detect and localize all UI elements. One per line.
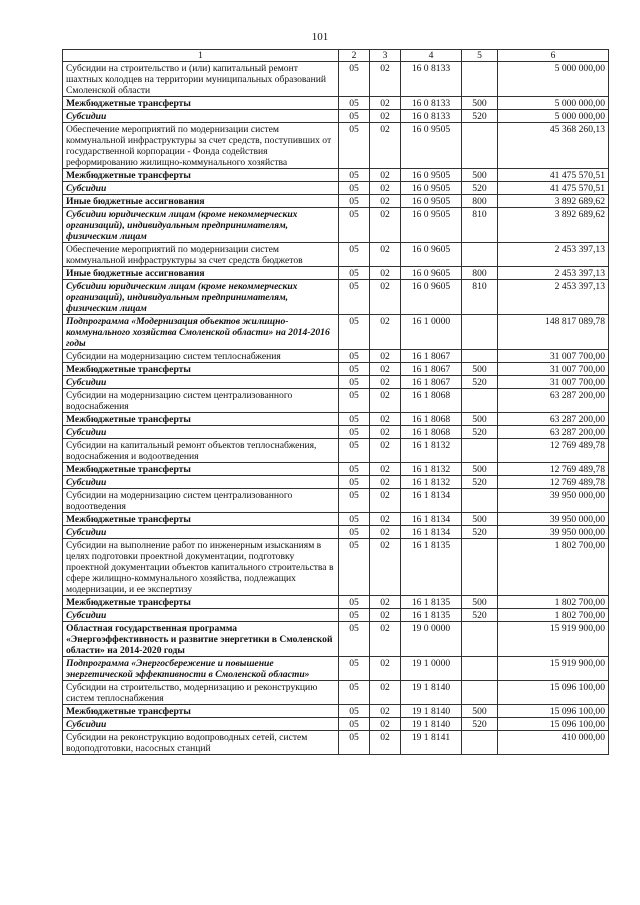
row-section-cell: 05 <box>339 622 370 657</box>
row-target-code-cell: 16 1 8067 <box>401 363 462 376</box>
row-name-cell: Субсидии на модернизацию систем централизованного водоотведения <box>63 489 339 513</box>
row-section-cell: 05 <box>339 539 370 596</box>
row-subsection-cell: 02 <box>370 267 401 280</box>
row-amount-cell: 12 769 489,78 <box>498 439 609 463</box>
table-header-row <box>63 50 609 62</box>
row-expense-type-cell <box>462 539 498 596</box>
row-target-code-cell: 19 0 0000 <box>401 622 462 657</box>
row-section-cell: 05 <box>339 123 370 169</box>
row-name-cell: Субсидии на модернизацию систем теплоснабжения <box>63 350 339 363</box>
row-amount-cell: 12 769 489,78 <box>498 463 609 476</box>
row-amount-cell: 410 000,00 <box>498 731 609 755</box>
row-amount-cell: 15 919 900,00 <box>498 622 609 657</box>
row-name-cell: Субсидии на модернизацию систем централизованного водоснабжения <box>63 389 339 413</box>
table-row <box>63 280 609 315</box>
row-subsection-cell: 02 <box>370 476 401 489</box>
row-expense-type-cell: 800 <box>462 267 498 280</box>
row-name-cell: Межбюджетные трансферты <box>63 463 339 476</box>
row-section-cell: 05 <box>339 195 370 208</box>
row-target-code-cell: 19 1 8141 <box>401 731 462 755</box>
row-section-cell: 05 <box>339 169 370 182</box>
table-row <box>63 705 609 718</box>
row-target-code-cell: 16 0 9505 <box>401 182 462 195</box>
table-body <box>63 62 609 755</box>
row-expense-type-cell <box>462 681 498 705</box>
row-section-cell: 05 <box>339 718 370 731</box>
row-amount-cell: 31 007 700,00 <box>498 350 609 363</box>
header-cell-section: 2 <box>339 50 370 62</box>
row-amount-cell: 3 892 689,62 <box>498 208 609 243</box>
row-subsection-cell: 02 <box>370 681 401 705</box>
row-target-code-cell: 16 1 8067 <box>401 376 462 389</box>
budget-table <box>62 49 609 755</box>
row-expense-type-cell: 520 <box>462 718 498 731</box>
row-section-cell: 05 <box>339 513 370 526</box>
row-name-cell: Субсидии на реконструкцию водопроводных сетей, систем водоподготовки, насосных станций <box>63 731 339 755</box>
row-subsection-cell: 02 <box>370 315 401 350</box>
row-name-cell: Субсидии <box>63 526 339 539</box>
row-amount-cell: 63 287 200,00 <box>498 413 609 426</box>
row-subsection-cell: 02 <box>370 513 401 526</box>
row-subsection-cell: 02 <box>370 363 401 376</box>
table-row <box>63 376 609 389</box>
row-section-cell: 05 <box>339 62 370 97</box>
row-name-cell: Межбюджетные трансферты <box>63 705 339 718</box>
row-target-code-cell: 16 1 8134 <box>401 489 462 513</box>
row-name-cell: Подпрограмма «Энергосбережение и повышение энергетической эффективности в Смоленской области» <box>63 657 339 681</box>
row-name-cell: Областная государственная программа «Энергоэффективность и развитие энергетики в Смоленской области» на 2014-2020 годы <box>63 622 339 657</box>
table-row <box>63 413 609 426</box>
row-name-cell: Субсидии <box>63 476 339 489</box>
header-cell-name: 1 <box>63 50 339 62</box>
row-section-cell: 05 <box>339 110 370 123</box>
row-expense-type-cell <box>462 489 498 513</box>
row-name-cell: Обеспечение мероприятий по модернизации систем коммунальной инфраструктуры за счет средств бюджетов <box>63 243 339 267</box>
row-subsection-cell: 02 <box>370 389 401 413</box>
header-cell-amount: 6 <box>498 50 609 62</box>
row-subsection-cell: 02 <box>370 243 401 267</box>
row-subsection-cell: 02 <box>370 622 401 657</box>
row-target-code-cell: 19 1 8140 <box>401 705 462 718</box>
table-row <box>63 622 609 657</box>
row-section-cell: 05 <box>339 609 370 622</box>
row-section-cell: 05 <box>339 363 370 376</box>
table-row <box>63 439 609 463</box>
row-name-cell: Субсидии <box>63 718 339 731</box>
row-name-cell: Субсидии <box>63 110 339 123</box>
row-subsection-cell: 02 <box>370 62 401 97</box>
row-amount-cell: 2 453 397,13 <box>498 280 609 315</box>
row-name-cell: Подпрограмма «Модернизация объектов жилищно-коммунального хозяйства Смоленской области» на 2014-2016 годы <box>63 315 339 350</box>
row-name-cell: Субсидии на строительство, модернизацию и реконструкцию систем теплоснабжения <box>63 681 339 705</box>
row-name-cell: Субсидии <box>63 426 339 439</box>
row-expense-type-cell: 520 <box>462 526 498 539</box>
row-name-cell: Субсидии на строительство и (или) капитальный ремонт шахтных колодцев на территории муниципальных образований Смоленской области <box>63 62 339 97</box>
row-name-cell: Иные бюджетные ассигнования <box>63 267 339 280</box>
table-row <box>63 182 609 195</box>
row-expense-type-cell <box>462 622 498 657</box>
row-name-cell: Межбюджетные трансферты <box>63 97 339 110</box>
row-expense-type-cell <box>462 657 498 681</box>
row-target-code-cell: 16 1 8132 <box>401 463 462 476</box>
row-name-cell: Межбюджетные трансферты <box>63 169 339 182</box>
row-expense-type-cell: 500 <box>462 513 498 526</box>
row-target-code-cell: 16 1 8068 <box>401 426 462 439</box>
row-amount-cell: 1 802 700,00 <box>498 596 609 609</box>
row-expense-type-cell <box>462 62 498 97</box>
row-expense-type-cell: 500 <box>462 363 498 376</box>
row-amount-cell: 15 096 100,00 <box>498 718 609 731</box>
table-row <box>63 363 609 376</box>
row-expense-type-cell: 810 <box>462 280 498 315</box>
table-row <box>63 123 609 169</box>
row-target-code-cell: 16 1 8068 <box>401 389 462 413</box>
row-name-cell: Межбюджетные трансферты <box>63 413 339 426</box>
table-row <box>63 463 609 476</box>
row-amount-cell: 63 287 200,00 <box>498 389 609 413</box>
row-name-cell: Субсидии <box>63 609 339 622</box>
row-expense-type-cell <box>462 315 498 350</box>
row-target-code-cell: 16 0 9605 <box>401 267 462 280</box>
row-section-cell: 05 <box>339 681 370 705</box>
row-section-cell: 05 <box>339 267 370 280</box>
row-subsection-cell: 02 <box>370 526 401 539</box>
row-expense-type-cell: 810 <box>462 208 498 243</box>
table-row <box>63 718 609 731</box>
row-amount-cell: 5 000 000,00 <box>498 62 609 97</box>
table-row <box>63 350 609 363</box>
row-expense-type-cell: 500 <box>462 596 498 609</box>
row-target-code-cell: 16 0 9505 <box>401 123 462 169</box>
row-expense-type-cell: 520 <box>462 476 498 489</box>
row-amount-cell: 12 769 489,78 <box>498 476 609 489</box>
row-target-code-cell: 16 1 8135 <box>401 609 462 622</box>
row-target-code-cell: 19 1 0000 <box>401 657 462 681</box>
row-target-code-cell: 16 0 8133 <box>401 110 462 123</box>
row-expense-type-cell: 500 <box>462 413 498 426</box>
page-number: 101 <box>311 31 329 43</box>
table-row <box>63 62 609 97</box>
row-expense-type-cell: 520 <box>462 182 498 195</box>
row-subsection-cell: 02 <box>370 195 401 208</box>
row-subsection-cell: 02 <box>370 718 401 731</box>
table-row <box>63 208 609 243</box>
row-section-cell: 05 <box>339 315 370 350</box>
row-expense-type-cell: 500 <box>462 705 498 718</box>
row-subsection-cell: 02 <box>370 539 401 596</box>
row-name-cell: Субсидии <box>63 376 339 389</box>
row-amount-cell: 63 287 200,00 <box>498 426 609 439</box>
row-name-cell: Иные бюджетные ассигнования <box>63 195 339 208</box>
row-name-cell: Межбюджетные трансферты <box>63 363 339 376</box>
row-target-code-cell: 16 1 8135 <box>401 596 462 609</box>
row-subsection-cell: 02 <box>370 110 401 123</box>
row-section-cell: 05 <box>339 489 370 513</box>
row-target-code-cell: 16 0 8133 <box>401 97 462 110</box>
row-section-cell: 05 <box>339 426 370 439</box>
row-target-code-cell: 16 1 8132 <box>401 476 462 489</box>
row-amount-cell: 5 000 000,00 <box>498 97 609 110</box>
row-section-cell: 05 <box>339 413 370 426</box>
table-row <box>63 657 609 681</box>
row-amount-cell: 5 000 000,00 <box>498 110 609 123</box>
row-target-code-cell: 16 1 0000 <box>401 315 462 350</box>
table-row <box>63 731 609 755</box>
row-name-cell: Обеспечение мероприятий по модернизации систем коммунальной инфраструктуры за счет средств, поступивших от государственной корпорации - Фонда содействия реформированию жилищно-коммунального хозяйства <box>63 123 339 169</box>
row-subsection-cell: 02 <box>370 489 401 513</box>
table-row <box>63 267 609 280</box>
row-section-cell: 05 <box>339 657 370 681</box>
row-name-cell: Субсидии юридическим лицам (кроме некоммерческих организаций), индивидуальным предпринимателям, физическим лицам <box>63 208 339 243</box>
table-row <box>63 110 609 123</box>
row-section-cell: 05 <box>339 208 370 243</box>
row-amount-cell: 31 007 700,00 <box>498 376 609 389</box>
row-amount-cell: 1 802 700,00 <box>498 609 609 622</box>
row-expense-type-cell: 520 <box>462 426 498 439</box>
row-subsection-cell: 02 <box>370 123 401 169</box>
row-amount-cell: 39 950 000,00 <box>498 526 609 539</box>
header-cell-target-code: 4 <box>401 50 462 62</box>
row-target-code-cell: 16 1 8068 <box>401 413 462 426</box>
row-section-cell: 05 <box>339 350 370 363</box>
table-row <box>63 195 609 208</box>
row-target-code-cell: 19 1 8140 <box>401 718 462 731</box>
row-amount-cell: 15 096 100,00 <box>498 705 609 718</box>
row-name-cell: Субсидии юридическим лицам (кроме некоммерческих организаций), индивидуальным предпринимателям, физическим лицам <box>63 280 339 315</box>
row-section-cell: 05 <box>339 389 370 413</box>
row-subsection-cell: 02 <box>370 182 401 195</box>
row-subsection-cell: 02 <box>370 376 401 389</box>
row-subsection-cell: 02 <box>370 439 401 463</box>
row-amount-cell: 39 950 000,00 <box>498 513 609 526</box>
row-expense-type-cell <box>462 439 498 463</box>
table-row <box>63 97 609 110</box>
table-row <box>63 526 609 539</box>
row-subsection-cell: 02 <box>370 169 401 182</box>
row-subsection-cell: 02 <box>370 208 401 243</box>
row-target-code-cell: 16 1 8135 <box>401 539 462 596</box>
table-row <box>63 243 609 267</box>
row-name-cell: Субсидии на капитальный ремонт объектов теплоснабжения, водоснабжения и водоотведения <box>63 439 339 463</box>
row-expense-type-cell: 500 <box>462 169 498 182</box>
row-amount-cell: 45 368 260,13 <box>498 123 609 169</box>
row-name-cell: Субсидии <box>63 182 339 195</box>
row-section-cell: 05 <box>339 705 370 718</box>
row-expense-type-cell: 520 <box>462 609 498 622</box>
header-cell-expense-type: 5 <box>462 50 498 62</box>
table-row <box>63 596 609 609</box>
row-section-cell: 05 <box>339 97 370 110</box>
row-section-cell: 05 <box>339 731 370 755</box>
row-amount-cell: 41 475 570,51 <box>498 182 609 195</box>
header-cell-subsection: 3 <box>370 50 401 62</box>
row-amount-cell: 39 950 000,00 <box>498 489 609 513</box>
row-expense-type-cell: 500 <box>462 97 498 110</box>
row-expense-type-cell <box>462 389 498 413</box>
row-section-cell: 05 <box>339 476 370 489</box>
table-row <box>63 169 609 182</box>
row-name-cell: Межбюджетные трансферты <box>63 596 339 609</box>
row-subsection-cell: 02 <box>370 731 401 755</box>
row-amount-cell: 3 892 689,62 <box>498 195 609 208</box>
row-section-cell: 05 <box>339 280 370 315</box>
row-expense-type-cell <box>462 243 498 267</box>
row-target-code-cell: 16 0 9605 <box>401 280 462 315</box>
row-section-cell: 05 <box>339 439 370 463</box>
row-expense-type-cell <box>462 123 498 169</box>
row-target-code-cell: 16 0 9505 <box>401 195 462 208</box>
row-target-code-cell: 16 1 8134 <box>401 526 462 539</box>
row-target-code-cell: 19 1 8140 <box>401 681 462 705</box>
row-subsection-cell: 02 <box>370 657 401 681</box>
row-section-cell: 05 <box>339 243 370 267</box>
row-section-cell: 05 <box>339 463 370 476</box>
row-subsection-cell: 02 <box>370 705 401 718</box>
row-name-cell: Субсидии на выполнение работ по инженерным изысканиям в целях подготовки проектной документации, подготовку проектной документации объектов капитального строительства в сфере жилищно-коммунального хозяйства, подлежащих модернизации, и ее экспертизу <box>63 539 339 596</box>
row-amount-cell: 1 802 700,00 <box>498 539 609 596</box>
table-row <box>63 539 609 596</box>
row-amount-cell: 2 453 397,13 <box>498 267 609 280</box>
row-subsection-cell: 02 <box>370 350 401 363</box>
row-target-code-cell: 16 1 8132 <box>401 439 462 463</box>
row-section-cell: 05 <box>339 526 370 539</box>
row-expense-type-cell <box>462 350 498 363</box>
row-section-cell: 05 <box>339 596 370 609</box>
row-expense-type-cell: 520 <box>462 110 498 123</box>
table-row <box>63 426 609 439</box>
row-amount-cell: 15 919 900,00 <box>498 657 609 681</box>
row-expense-type-cell <box>462 731 498 755</box>
row-expense-type-cell: 800 <box>462 195 498 208</box>
table-row <box>63 476 609 489</box>
table-row <box>63 609 609 622</box>
row-target-code-cell: 16 1 8067 <box>401 350 462 363</box>
row-target-code-cell: 16 0 8133 <box>401 62 462 97</box>
table-row <box>63 681 609 705</box>
row-target-code-cell: 16 1 8134 <box>401 513 462 526</box>
row-subsection-cell: 02 <box>370 463 401 476</box>
row-name-cell: Межбюджетные трансферты <box>63 513 339 526</box>
row-amount-cell: 15 096 100,00 <box>498 681 609 705</box>
row-expense-type-cell: 520 <box>462 376 498 389</box>
row-subsection-cell: 02 <box>370 609 401 622</box>
row-subsection-cell: 02 <box>370 596 401 609</box>
row-amount-cell: 148 817 089,78 <box>498 315 609 350</box>
row-amount-cell: 2 453 397,13 <box>498 243 609 267</box>
table-row <box>63 315 609 350</box>
row-subsection-cell: 02 <box>370 97 401 110</box>
table-row <box>63 389 609 413</box>
row-expense-type-cell: 500 <box>462 463 498 476</box>
row-subsection-cell: 02 <box>370 413 401 426</box>
row-section-cell: 05 <box>339 376 370 389</box>
table-row <box>63 513 609 526</box>
row-subsection-cell: 02 <box>370 280 401 315</box>
row-section-cell: 05 <box>339 182 370 195</box>
row-target-code-cell: 16 0 9505 <box>401 169 462 182</box>
row-amount-cell: 41 475 570,51 <box>498 169 609 182</box>
row-subsection-cell: 02 <box>370 426 401 439</box>
row-target-code-cell: 16 0 9605 <box>401 243 462 267</box>
table-row <box>63 489 609 513</box>
row-amount-cell: 31 007 700,00 <box>498 363 609 376</box>
row-target-code-cell: 16 0 9505 <box>401 208 462 243</box>
